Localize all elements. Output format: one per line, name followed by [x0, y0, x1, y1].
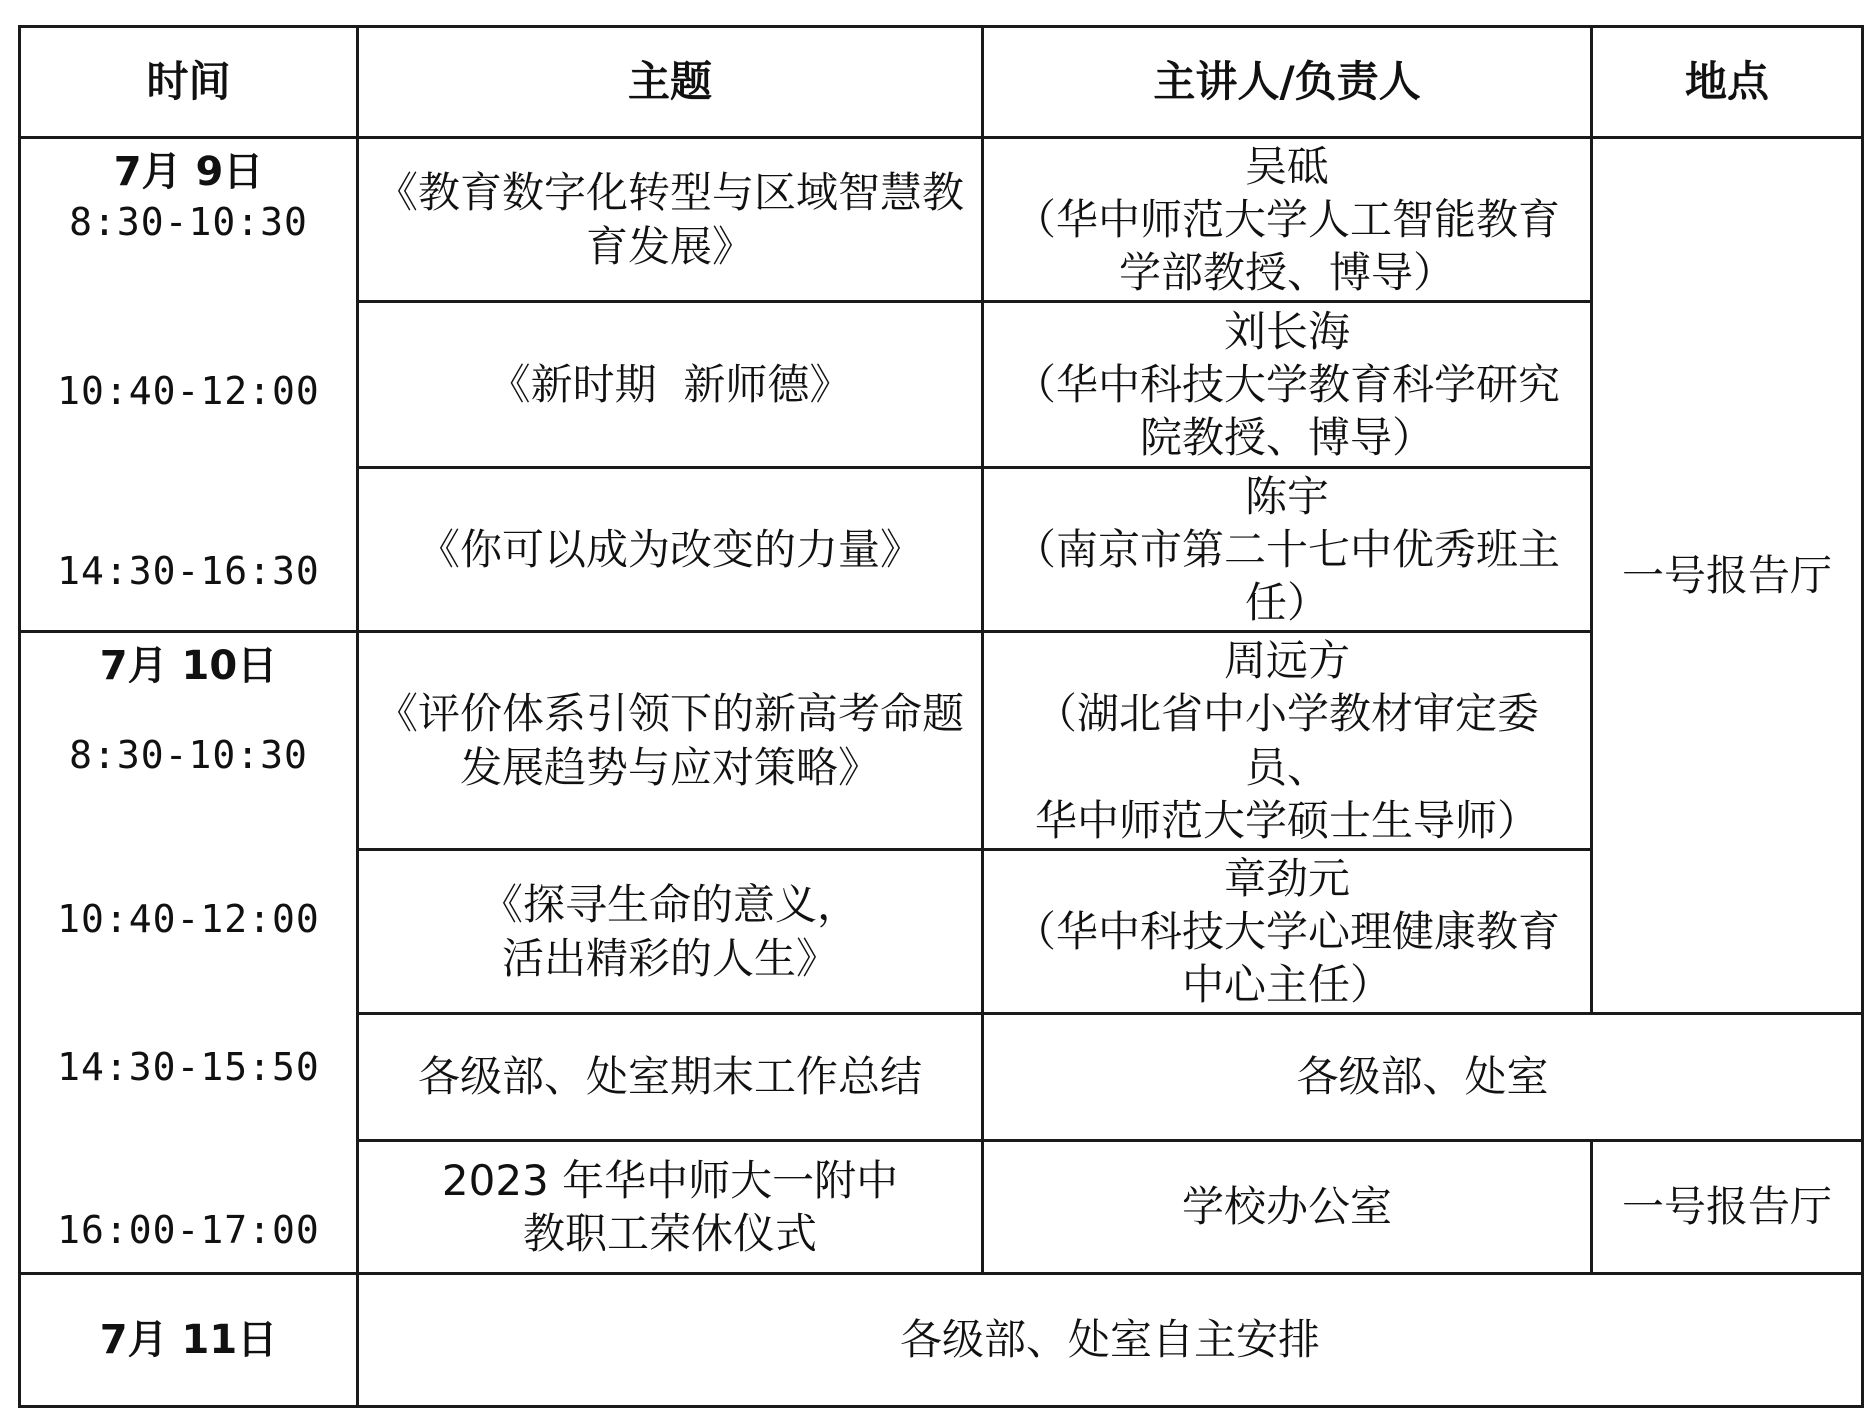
header-topic: 主题	[358, 27, 983, 138]
schedule-table	[18, 25, 1864, 1408]
day3-date: 7月 11日	[99, 1316, 278, 1363]
table-row	[20, 632, 1863, 850]
day1-time-cell	[20, 138, 358, 632]
day2-slot1: 8:30-10:30	[69, 733, 308, 777]
session7-topic: 2023 年华中师大一附中 教职工荣休仪式	[358, 1141, 983, 1274]
session7-speaker: 学校办公室	[983, 1141, 1592, 1274]
session6-speaker: 各级部、处室	[983, 1014, 1863, 1141]
day1-slot2: 10:40-12:00	[57, 369, 320, 413]
session4-topic: 《评价体系引领下的新高考命题 发展趋势与应对策略》	[358, 632, 983, 850]
day1-slot1: 8:30-10:30	[69, 199, 308, 244]
session6-topic: 各级部、处室期末工作总结	[358, 1014, 983, 1141]
day2-slot3: 14:30-15:50	[57, 1045, 320, 1089]
session1-topic: 《教育数字化转型与区域智慧教 育发展》	[358, 138, 983, 302]
session4-speaker: 周远方 （湖北省中小学教材审定委员、 华中师范大学硕士生导师）	[983, 632, 1592, 850]
header-speaker: 主讲人/负责人	[983, 27, 1592, 138]
day3-time-cell	[20, 1274, 358, 1407]
table-row	[20, 1274, 1863, 1407]
day2-time-cell	[20, 632, 358, 1274]
header-time: 时间	[20, 27, 358, 138]
session2-topic: 《新时期 新师德》	[358, 302, 983, 468]
session5-topic: 《探寻生命的意义， 活出精彩的人生》	[358, 850, 983, 1014]
day2-slot2: 10:40-12:00	[57, 897, 320, 941]
main-location: 一号报告厅	[1592, 138, 1863, 1014]
day1-slot3: 14:30-16:30	[57, 549, 320, 593]
day1-date: 7月 9日	[113, 149, 264, 195]
header-location: 地点	[1592, 27, 1863, 138]
session3-topic: 《你可以成为改变的力量》	[358, 468, 983, 632]
session5-speaker: 章劲元 （华中科技大学心理健康教育 中心主任）	[983, 850, 1592, 1014]
day2-slot4: 16:00-17:00	[57, 1208, 320, 1252]
table-row	[20, 138, 1863, 302]
header-row	[20, 27, 1863, 138]
session3-speaker: 陈宇 （南京市第二十七中优秀班主 任）	[983, 468, 1592, 632]
session8-topic: 各级部、处室自主安排	[358, 1274, 1863, 1407]
session2-speaker: 刘长海 （华中科技大学教育科学研究 院教授、博导）	[983, 302, 1592, 468]
session1-speaker: 吴砥 （华中师范大学人工智能教育 学部教授、博导）	[983, 138, 1592, 302]
day2-date: 7月 10日	[99, 643, 278, 689]
session7-location: 一号报告厅	[1592, 1141, 1863, 1274]
